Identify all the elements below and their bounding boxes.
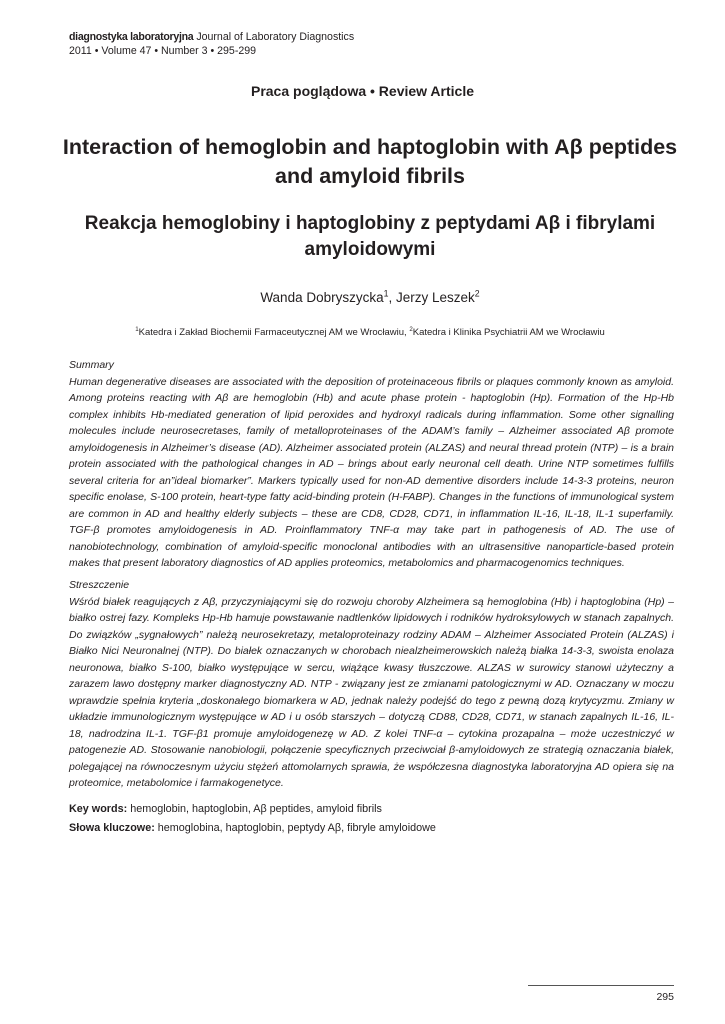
author-2: Jerzy Leszek	[396, 290, 475, 305]
title-polish: Reakcja hemoglobiny i haptoglobiny z peptydami Aβ i fibrylami amyloidowymi	[84, 213, 656, 260]
affil-1: Katedra i Zakład Biochemii Farmaceutycznej AM we Wrocławiu,	[138, 327, 410, 338]
title-english: Interaction of hemoglobin and haptoglobin with Aβ peptides and amyloid fibrils	[62, 135, 678, 188]
journal-header	[69, 30, 354, 58]
keywords-polish	[69, 820, 674, 836]
keywords-english	[69, 801, 674, 817]
author-1: Wanda Dobryszycka	[260, 290, 384, 305]
affil-2: Katedra i Klinika Psychiatrii AM we Wrocławiu	[412, 327, 605, 338]
keywords-english-label: Key words:	[69, 803, 128, 815]
author-1-affil: 1	[383, 288, 389, 299]
keywords-polish-text: hemoglobina, haptoglobin, peptydy Aβ, fibryle amyloidowe	[154, 822, 436, 834]
summary-heading: Summary	[69, 359, 114, 371]
author-2-affil: 2	[474, 288, 480, 299]
streszczenie-section	[69, 577, 674, 792]
affiliations	[0, 327, 725, 338]
journal-name-rest: Journal of Laboratory Diagnostics	[193, 31, 355, 43]
keywords-polish-label: Słowa kluczowe:	[69, 822, 155, 834]
summary-text: Human degenerative diseases are associated with the deposition of proteinaceous fibrils or plaques commonly known as amyloid. Among proteins reacting with Aβ are hemoglobin (Hb) and acute phase protein - haptoglobin (Hp). Formation of the Hp-Hb complex inhibits Hb-mediated generation of lipid peroxides and hydroxyl radicals during inflammation. Some other signalling molecules include neurosecretases, family of metalloproteinases of the ADAM’s family – Alzheimer associated Aβ promote amyloidogenesis in Alzheimer’s disease (AD). Alzheimer associated protein (ALZAS) and neural thread protein (NTP) – is a brain protein associated with the pathological changes in AD – brings about early neuronal cell death. Urine NTP sometimes fulfills several criteria for an”ideal biomarker”. Markers typically used for non-AD dementive disorders include 14-3-3 proteins, neuron specific enolase, S-100 protein, heart-type fatty acid-binding protein (H-FABP). Changes in the functions of immunological system are common in AD and healthy elderly subjects – these are CD8, CD28, CD71, in inflammation IL-16, IL-18, IL-1 superfamily. TGF-β promotes amyloidogenesis in AD. Proinflammatory TNF-α may take part in pathogenesis of AD. The use of nanobiotechnology, combination of amyloid-specific monoclonal antibodies with an ultrasensitive nanoparticle-based protein makes that present laboratory diagnostics of AD applies proteomics, metabolomics and pharmacogenomics techniques.	[69, 375, 674, 569]
article-type: Praca poglądowa • Review Article	[250, 83, 474, 99]
issue-info: 2011 • Volume 47 • Number 3 • 295-299	[69, 45, 257, 57]
streszczenie-text: Wśród białek reagujących z Aβ, przyczyniającymi się do rozwoju choroby Alzheimera są hemoglobina (Hb) i haptoglobina (Hp) – białko ostrej fazy. Kompleks Hp-Hb hamuje powstawanie nadtlenków lipidowych i rodników hydroksylowych w stanach zapalnych. Do związków „sygnałowych” należą neurosekretazy, metaloproteinazy rodziny ADAM – Alzheimer Associated Protein (ALZAS) i Białko Nici Neuronalnej (NTP). Do białek oznaczanych w chorobach niealzheimerowskich należą białka 14-3-3, swoista enolaza neuronowa, białko S-100, białko występujące w sercu, wiążące kwasy tłuszczowe. ALZAS w surowicy stanowi użyteczny a zarazem lawo dostępny marker diagnostyczny AD. NTP - związany jest ze zmianami patologicznymi w AD. Oznaczany w moczu wprawdzie spełnia kryteria „doskonałego biomarkera w AD, jednak należy podejść do tego z pewną dozą krytycyzmu. Zmiany w układzie immunologicznym występujące w AD i u osób starszych – dotyczą CD88, CD28, CD71, w stanach zapalnych IL-16, IL-18, nadrodzina IL-1. TGF-β1 promuje amyloidogenezę w AD. Z kolei TNF-α – cytokina prozapalna – może uczestniczyć w patogenezie AD. Stosowanie nanobiologii, połączenie specyficznych przeciwciał β-amyloidowych ze strategią oznaczania białek, polegającej na równoczesnym użyciu stężeń attomolarnych sprawia, że współczesna diagnostyka laboratoryjna AD opiera się na proteomice, metabolomice i farmakogenetyce.	[69, 595, 674, 789]
streszczenie-heading: Streszczenie	[69, 579, 130, 591]
affil-2-mark: 2	[409, 325, 413, 333]
summary-section	[69, 357, 674, 572]
affil-1-mark: 1	[135, 325, 139, 333]
authors	[0, 290, 725, 305]
journal-name-bold: diagnostyka laboratoryjna	[69, 31, 194, 43]
page-number: 295	[656, 991, 674, 1003]
keywords-english-text: hemoglobin, haptoglobin, Aβ peptides, amyloid fibrils	[127, 803, 382, 815]
author-separator: ,	[388, 290, 397, 305]
footer-rule	[528, 985, 674, 986]
journal-name	[69, 30, 354, 44]
